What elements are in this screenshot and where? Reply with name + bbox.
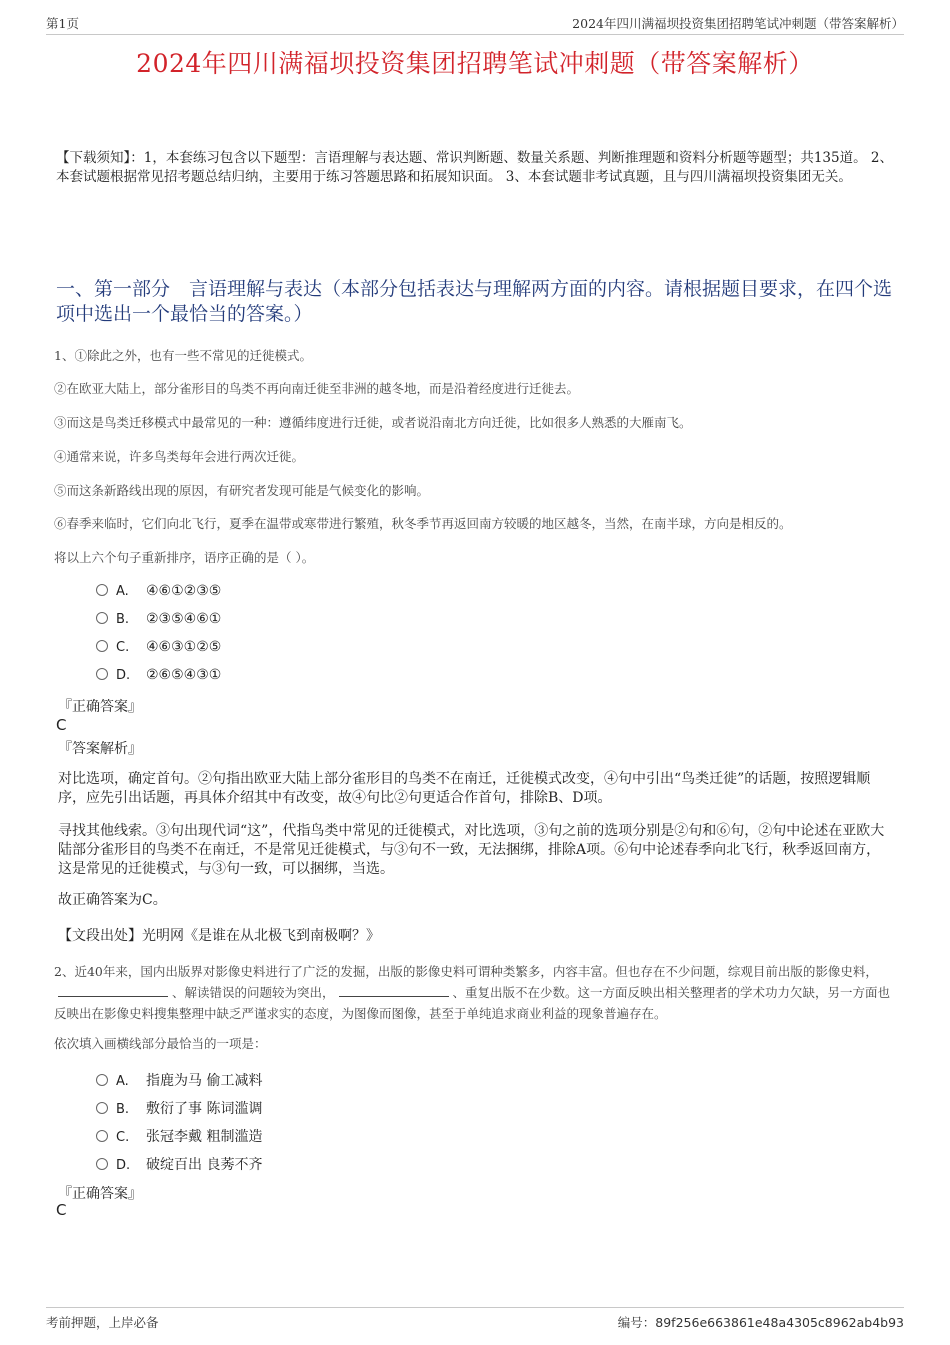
q1-line-4: ④通常来说，许多鸟类每年会进行两次迁徙。 — [54, 449, 305, 464]
q2-prompt: 依次填入画横线部分最恰当的一项是： — [54, 1036, 267, 1051]
q1-option-b[interactable]: B. ②③⑤④⑥① — [96, 611, 221, 631]
section-heading: 一、第一部分 言语理解与表达（本部分包括表达与理解两方面的内容。请根据题目要求，在四个选项中选出一个最恰当的答案。） — [56, 278, 893, 325]
q2-answer: C — [56, 1201, 67, 1219]
q2-option-d[interactable]: D. 破绽百出 良莠不齐 — [96, 1154, 262, 1174]
q1-source: 【文段出处】光明网《是谁在从北极飞到南极啊？》 — [58, 928, 380, 944]
header-doc-title: 2024年四川满福坝投资集团招聘笔试冲刺题（带答案解析） — [572, 16, 904, 31]
fill-blank-2[interactable] — [339, 984, 449, 997]
q2-option-a[interactable]: A. 指鹿为马 偷工减料 — [96, 1070, 262, 1090]
page-footer — [46, 1307, 904, 1330]
radio-icon[interactable] — [96, 1102, 108, 1114]
q1-answer-label: 『正确答案』 — [58, 699, 142, 715]
q1-option-d[interactable]: D. ②⑥⑤④③① — [96, 667, 221, 687]
q1-analysis-3: 故正确答案为C。 — [58, 892, 167, 908]
q1-analysis-label: 『答案解析』 — [58, 741, 142, 757]
q2-stem: 2、近40年来，国内出版界对影像史料进行了广泛的发掘，出版的影像史料可谓种类繁多，内容丰富。但也存在不少问题，综观目前出版的影像史料，、解读错误的问题较为突出， 、重复出版不在少数。这一方面反映出相关整理者的学术功力欠缺，另一方面也反映出在影像史料搜集整理中缺乏严谨求实的态度，为图像而图像，甚至于单纯追求商业利益的现象普遍存在。 — [54, 964, 891, 1021]
radio-icon[interactable] — [96, 1158, 108, 1170]
fill-blank-1[interactable] — [58, 984, 168, 997]
download-notice: 【下载须知】：1，本套练习包含以下题型：言语理解与表达题、常识判断题、数量关系题、判断推理题和资料分析题等题型；共135道。 2、本套试题根据常见招考题总结归纳，主要用于练习答题思路和拓展知识面。 3、本套试题非考试真题，且与四川满福坝投资集团无关。 — [56, 150, 893, 185]
q1-line-2: ②在欧亚大陆上，部分雀形目的鸟类不再向南迁徙至非洲的越冬地，而是沿着经度进行迁徙去。 — [54, 381, 580, 396]
q1-line-1: 1、①除此之外，也有一些不常见的迁徙模式。 — [54, 348, 312, 363]
q1-analysis-1: 对比选项，确定首句。②句指出欧亚大陆上部分雀形目的鸟类不在南迁，迁徙模式改变，④句中引出“鸟类迁徙”的话题，按照逻辑顺序，应先引出话题，再具体介绍其中有改变，故④句比②句更适合作首句，排除B、D项。 — [58, 771, 871, 806]
q1-analysis-2: 寻找其他线索。③句出现代词“这”，代指鸟类中常见的迁徙模式，对比选项，③句之前的选项分别是②句和⑥句，②句中论述在亚欧大陆部分雀形目的鸟类不在南迁，不是常见迁徙模式，与③句不一致，无法捆绑，排除A项。⑥句中论述春季向北飞行，秋季返回南方，这是常见的迁徙模式，与③句一致，可以捆绑，当选。 — [58, 823, 885, 877]
footer-slogan: 考前押题，上岸必备 — [46, 1315, 159, 1330]
radio-icon[interactable] — [96, 668, 108, 680]
q1-line-6: ⑥春季来临时，它们向北飞行，夏季在温带或寒带进行繁殖，秋冬季节再返回南方较暖的地区越冬，当然，在南半球，方向是相反的。 — [54, 516, 792, 531]
q1-option-c[interactable]: C. ④⑥③①②⑤ — [96, 639, 221, 659]
q2-option-c[interactable]: C. 张冠李戴 粗制滥造 — [96, 1126, 262, 1146]
radio-icon[interactable] — [96, 1130, 108, 1142]
radio-icon[interactable] — [96, 584, 108, 596]
q1-line-5: ⑤而这条新路线出现的原因，有研究者发现可能是气候变化的影响。 — [54, 483, 430, 498]
q2-answer-label: 『正确答案』 — [58, 1186, 142, 1202]
radio-icon[interactable] — [96, 612, 108, 624]
radio-icon[interactable] — [96, 640, 108, 652]
q1-prompt: 将以上六个句子重新排序，语序正确的是（ ）。 — [54, 550, 315, 565]
page-header — [46, 14, 904, 35]
q1-option-a[interactable]: A. ④⑥①②③⑤ — [96, 583, 221, 603]
page-number: 第1页 — [46, 16, 79, 31]
q2-option-b[interactable]: B. 敷衍了事 陈词滥调 — [96, 1098, 262, 1118]
page-title: 2024年四川满福坝投资集团招聘笔试冲刺题（带答案解析） — [136, 49, 814, 78]
footer-code: 编号：89f256e663861e48a4305c8962ab4b93 — [617, 1315, 904, 1330]
radio-icon[interactable] — [96, 1074, 108, 1086]
q1-line-3: ③而这是鸟类迁移模式中最常见的一种：遵循纬度进行迁徙，或者说沿南北方向迁徙，比如很多人熟悉的大雁南飞。 — [54, 415, 692, 430]
q1-answer: C — [56, 716, 67, 734]
